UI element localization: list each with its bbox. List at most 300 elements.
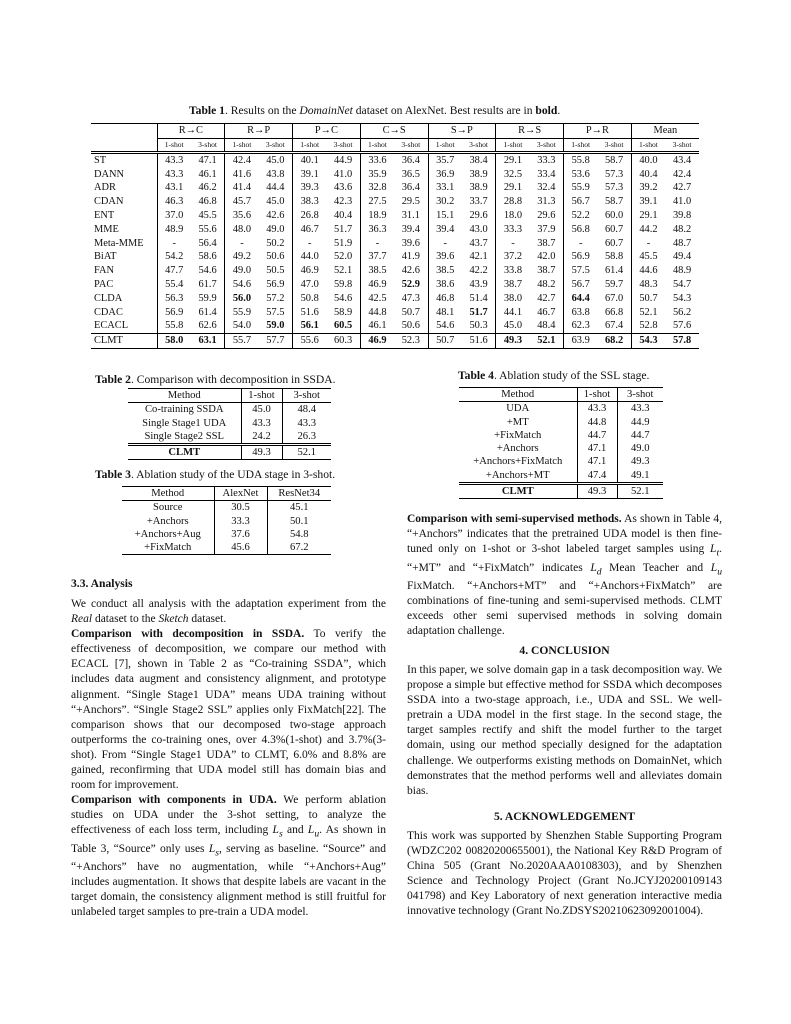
table-cell: 44.6	[631, 264, 665, 278]
table-cell: 67.2	[267, 541, 331, 555]
table-cell: 60.7	[604, 237, 624, 249]
table-cell: 36.3	[360, 223, 394, 237]
table-cell: 38.7	[537, 237, 556, 249]
table-cell: 29.6	[537, 209, 556, 221]
table-row	[91, 223, 699, 237]
table-cell: 38.7	[537, 265, 556, 277]
column-group-header: P→C	[293, 124, 361, 139]
table-cell: 37.2	[496, 250, 530, 264]
table-cell: 50.6	[266, 251, 285, 263]
table-cell: 52.8	[631, 319, 665, 333]
table-cell: 29.6	[469, 209, 488, 221]
table-cell: 51.6	[293, 306, 327, 320]
method-name: +MT	[506, 416, 529, 428]
table-cell: 55.8	[564, 152, 598, 167]
table-row	[459, 402, 663, 416]
table-cell: 60.3	[326, 334, 360, 349]
table-cell: 42.5	[360, 292, 394, 306]
method-name: CLMT	[128, 445, 241, 460]
table-cell: 29.5	[401, 196, 420, 208]
column-subheader: 1-shot	[157, 138, 191, 152]
method-name: UDA	[506, 403, 530, 415]
table-cell: 54.2	[157, 250, 191, 264]
table-row	[459, 442, 663, 455]
dataset-name: DomainNet	[299, 104, 353, 117]
table-cell: 45.1	[267, 501, 331, 515]
table-cell: 39.4	[401, 223, 420, 235]
table-cell: 62.6	[198, 320, 217, 332]
table-cell: 56.2	[672, 306, 692, 318]
table-row	[122, 541, 331, 555]
table-cell: 50.6	[401, 320, 420, 332]
column-header: ResNet34	[267, 487, 331, 501]
table-cell: 50.7	[631, 292, 665, 306]
table-cell: -	[157, 237, 191, 251]
table-cell: 49.3	[617, 455, 663, 468]
conclusion-text: In this paper, we solve domain gap in a task decomposition way. We propose a simple but effective method for SSDA which decomposes SSDA into a two-stage approach, i.e., UDA and SSL. We well-pretrain a UDA model in the first stage. In the second stage, the target samples rectify and shift the model further to the target domain, using our method specially designed for the adaptation challenge. We outperforms existing methods on DomainNet, which demonstrates that the method performs well and alleviates domain bias.	[407, 664, 722, 797]
table-cell: 39.6	[428, 250, 462, 264]
table-cell: 29.1	[496, 181, 530, 195]
table-cell: 39.3	[293, 181, 327, 195]
column-subheader: 1-shot	[293, 138, 327, 152]
table-cell: 50.5	[266, 265, 285, 277]
table-cell: 44.9	[617, 416, 663, 429]
column-subheader: 1-shot	[360, 138, 394, 152]
table-cell: 48.7	[672, 237, 692, 249]
table-cell: 51.7	[469, 306, 488, 318]
table-cell: 42.4	[225, 152, 259, 167]
table-cell: 49.4	[672, 251, 692, 263]
table-cell: 33.7	[469, 196, 488, 208]
table-cell: 35.6	[225, 209, 259, 223]
table-cell: 43.3	[617, 402, 663, 416]
table-cell: 56.7	[564, 278, 598, 292]
table-cell: 59.9	[198, 292, 217, 304]
table-cell: 57.3	[604, 182, 624, 194]
table-cell: 54.6	[198, 265, 217, 277]
table-cell: 36.4	[401, 182, 420, 194]
table-cell: 40.4	[333, 209, 353, 221]
table-cell: 45.0	[259, 152, 293, 167]
table-cell: 52.0	[333, 251, 353, 263]
table-cell: 40.1	[293, 152, 327, 167]
column-group-header: Mean	[631, 124, 699, 139]
method-name: +Anchors+FixMatch	[473, 456, 563, 468]
table-row	[459, 416, 663, 429]
table-cell: -	[225, 237, 259, 251]
table-cell: 56.0	[225, 292, 259, 306]
table-cell: 58.9	[333, 306, 353, 318]
table-cell: 32.8	[360, 181, 394, 195]
column-group-header: S→P	[428, 124, 496, 139]
table-cell: 63.8	[564, 306, 598, 320]
table-cell: 46.8	[428, 292, 462, 306]
column-header: 1-shot	[577, 388, 617, 402]
table-cell: 46.7	[293, 223, 327, 237]
table-cell: 50.2	[266, 237, 285, 249]
table-cell: 56.9	[266, 278, 285, 290]
table-row	[128, 445, 331, 460]
method-name: ECACL	[94, 320, 129, 332]
method-name: CLMT	[91, 334, 157, 349]
table-row	[91, 264, 699, 278]
table-cell: 38.3	[293, 195, 327, 209]
method-name: Co-training SSDA	[144, 404, 224, 416]
table-cell: 39.1	[631, 195, 665, 209]
table-cell: 62.3	[564, 319, 598, 333]
table-cell: 49.3	[496, 334, 530, 349]
table-cell: 57.5	[266, 306, 285, 318]
table-cell: 47.4	[577, 469, 617, 484]
table-cell: 33.1	[428, 181, 462, 195]
table-row	[459, 484, 663, 499]
table-cell: 40.4	[631, 168, 665, 182]
table-cell: 54.7	[672, 278, 692, 290]
left-column-text	[71, 597, 386, 921]
table-cell: 47.1	[191, 152, 225, 167]
table-cell: 57.2	[266, 292, 285, 304]
table-cell: 50.7	[401, 306, 420, 318]
semi-supervised-paragraph: Comparison with semi-supervised methods. As shown in Table 4, “+Anchors” indicates that the pretrained UDA model is then fine-tuned only on 1-shot or 3-shot labeled target samples using $L_t$. “+MT” and “+FixMatch” indicates $L_d$ Mean Teacher and $L_u$ FixMatch. “+Anchors+MT” and “+Anchors+FixMatch” are combinations of fine-tuning and semi-supervised methods. CLMT exceeds other semi supervised methods in solving domain adaptation challenge.	[407, 513, 722, 638]
table-cell: 58.7	[604, 196, 624, 208]
column-subheader: 3-shot	[597, 138, 631, 152]
table-cell: 46.9	[360, 334, 394, 349]
table-cell: 56.1	[293, 319, 327, 333]
method-name: MME	[94, 223, 119, 235]
table-cell: 47.1	[577, 442, 617, 455]
method-name: FAN	[94, 265, 115, 277]
table-cell: 43.3	[157, 168, 191, 182]
table2-caption: Table 2. Comparison with decomposition in SSDA.	[95, 373, 336, 386]
column-header: Method	[122, 487, 214, 501]
method-name: ADR	[94, 182, 116, 194]
table-cell: 33.3	[530, 152, 564, 167]
conclusion-heading: 4. CONCLUSION	[519, 644, 610, 657]
table-cell: 31.1	[401, 209, 420, 221]
table-cell: 55.9	[225, 306, 259, 320]
table-cell: 39.4	[428, 223, 462, 237]
table-cell: 33.8	[496, 264, 530, 278]
table-cell: 52.1	[617, 484, 663, 499]
table-cell: 46.1	[360, 319, 394, 333]
table3-caption: Table 3. Ablation study of the UDA stage in 3-shot.	[95, 468, 336, 481]
table-cell: 43.9	[469, 278, 488, 290]
column-subheader: 3-shot	[191, 138, 225, 152]
table-cell: 35.7	[428, 152, 462, 167]
table-cell: 48.0	[225, 223, 259, 237]
table-row	[91, 292, 699, 306]
table-cell: 38.9	[469, 168, 488, 180]
table-row	[91, 181, 699, 195]
table-cell: 37.9	[537, 223, 556, 235]
table-cell: 49.0	[225, 264, 259, 278]
table-row	[459, 429, 663, 442]
acknowledgement-heading: 5. ACKNOWLEDGEMENT	[493, 810, 636, 823]
table-cell: 52.3	[394, 334, 428, 349]
table-cell: 48.2	[537, 278, 556, 290]
table-cell: 46.1	[198, 168, 217, 180]
table-cell: 47.1	[577, 455, 617, 468]
table-row	[91, 152, 699, 167]
column-header: AlexNet	[214, 487, 267, 501]
table-cell: 45.0	[241, 403, 282, 417]
column-subheader: 3-shot	[259, 138, 293, 152]
table-cell: 46.8	[198, 196, 217, 208]
table-cell: 60.0	[604, 209, 624, 221]
table-cell: 37.7	[360, 250, 394, 264]
table-cell: 44.9	[326, 152, 360, 167]
method-name: ST	[91, 152, 157, 167]
column-group-header: R→C	[157, 124, 225, 139]
table-cell: 46.2	[198, 182, 217, 194]
table-cell: 56.8	[564, 223, 598, 237]
table-cell: 60.5	[333, 320, 353, 332]
table-row	[91, 306, 699, 320]
table-cell: 38.9	[469, 182, 488, 194]
table-row	[91, 250, 699, 264]
acknowledgement-text: This work was supported by Shenzhen Stable Supporting Program (WDZC202 00820200655001), the National Key R&D Program of China 505 (Grant No.2020AAA0108303), and by Shenzhen Science and Technology Project (Grant No.JCYJ20200109143 041798) and Key Laboratory of next generation interactive media innovative technology (Grant No.ZDSYS20210623092001004).	[407, 830, 722, 918]
table-cell: 43.3	[577, 402, 617, 416]
table-cell: 44.2	[631, 223, 665, 237]
table-corner	[91, 124, 157, 139]
table-cell: 55.4	[157, 278, 191, 292]
table-cell: 56.3	[157, 292, 191, 306]
table-cell: 61.7	[198, 278, 217, 290]
method-name: +FixMatch	[122, 541, 214, 555]
table-cell: 41.6	[225, 168, 259, 182]
table-cell: 56.9	[564, 250, 598, 264]
table-cell: 54.6	[333, 292, 353, 304]
table-cell: 41.9	[401, 251, 420, 263]
method-name: CDAC	[94, 306, 123, 318]
table-cell: 55.8	[157, 319, 191, 333]
table-cell: 37.0	[157, 209, 191, 223]
table-cell: 46.7	[537, 306, 556, 318]
table-row	[91, 278, 699, 292]
table-cell: 55.9	[564, 181, 598, 195]
column-subheader: 1-shot	[428, 138, 462, 152]
table1-caption: Table 1. Results on the DomainNet dataset on AlexNet. Best results are in bold.	[189, 104, 561, 117]
analysis-heading: 3.3. Analysis	[71, 577, 133, 590]
table-cell: 42.3	[333, 196, 353, 208]
table-row	[128, 417, 331, 430]
table-cell: 33.4	[537, 168, 556, 180]
table-cell: 42.1	[469, 251, 488, 263]
table-row	[91, 237, 699, 251]
column-subheader: 1-shot	[564, 138, 598, 152]
table-cell: 30.5	[214, 501, 267, 515]
table-cell: 63.9	[564, 334, 598, 349]
table-cell: -	[631, 237, 665, 251]
table-corner	[91, 138, 157, 152]
column-group-header: R→P	[225, 124, 293, 139]
table-cell: 55.6	[198, 223, 217, 235]
table-cell: 45.6	[214, 541, 267, 555]
table-cell: 42.0	[537, 251, 556, 263]
method-name: +Anchors	[146, 515, 189, 527]
table-cell: 59.7	[604, 278, 624, 290]
table-row	[459, 469, 663, 484]
table1-caption-label: Table 1	[189, 104, 225, 117]
table-cell: 32.5	[496, 168, 530, 182]
table-cell: 41.0	[333, 168, 353, 180]
table-cell: 57.5	[564, 264, 598, 278]
table-cell: -	[496, 237, 530, 251]
method-name: Single Stage1 UDA	[142, 417, 227, 429]
table-cell: 54.3	[672, 292, 692, 304]
table-cell: 50.8	[293, 292, 327, 306]
method-name: Source	[153, 502, 183, 514]
table-cell: 46.3	[157, 195, 191, 209]
table-cell: 33.3	[496, 223, 530, 237]
table2	[128, 388, 331, 460]
table-cell: 58.8	[604, 251, 624, 263]
table-cell: -	[293, 237, 327, 251]
column-subheader: 3-shot	[394, 138, 428, 152]
table-row	[91, 168, 699, 182]
table-cell: 57.8	[665, 334, 699, 349]
table-cell: 41.0	[672, 196, 692, 208]
table-cell: 36.4	[394, 152, 428, 167]
table-cell: 57.7	[259, 334, 293, 349]
method-name: CLDA	[94, 292, 123, 304]
table-cell: 51.4	[469, 292, 488, 304]
table-row	[91, 209, 699, 223]
table-cell: 38.7	[496, 278, 530, 292]
table-cell: 40.0	[631, 152, 665, 167]
table-cell: 54.8	[267, 528, 331, 541]
table-cell: 59.8	[333, 278, 353, 290]
table-cell: 60.7	[604, 223, 624, 235]
table-cell: 47.0	[293, 278, 327, 292]
table-cell: 44.0	[293, 250, 327, 264]
method-name: CLMT	[459, 484, 577, 499]
column-subheader: 1-shot	[225, 138, 259, 152]
table3	[122, 486, 331, 555]
table-cell: 54.6	[428, 319, 462, 333]
table-cell: 52.9	[401, 278, 420, 290]
table4-caption: Table 4. Ablation study of the SSL stage.	[458, 369, 650, 382]
table-cell: 30.2	[428, 195, 462, 209]
table-cell: 44.7	[577, 429, 617, 442]
table-cell: 33.6	[360, 152, 394, 167]
table-cell: 37.6	[214, 528, 267, 541]
method-name: DANN	[94, 168, 125, 180]
table-cell: 44.4	[266, 182, 285, 194]
table-cell: 57.6	[672, 320, 692, 332]
table-cell: 48.3	[631, 278, 665, 292]
table-cell: -	[428, 237, 462, 251]
table-cell: 58.6	[198, 251, 217, 263]
table-cell: 68.2	[597, 334, 631, 349]
table-cell: 52.1	[631, 306, 665, 320]
table-cell: 45.5	[198, 209, 217, 221]
table-cell: 47.3	[401, 292, 420, 304]
table-cell: 52.2	[564, 209, 598, 223]
column-header: 1-shot	[241, 389, 282, 403]
table-cell: 33.3	[214, 515, 267, 528]
table-cell: 31.3	[537, 196, 556, 208]
table-cell: 56.4	[198, 237, 217, 249]
table-row	[91, 319, 699, 333]
column-group-header: R→S	[496, 124, 564, 139]
analysis-intro: We conduct all analysis with the adaptation experiment from the Real dataset to the Sketch dataset.	[71, 598, 386, 626]
table-cell: 26.3	[282, 430, 331, 445]
method-name: PAC	[94, 278, 114, 290]
method-name: +Anchors+Aug	[134, 528, 201, 540]
table-cell: 43.3	[241, 417, 282, 430]
decomposition-paragraph: Comparison with decomposition in SSDA. To verify the effectiveness of decomposition, we compare our method with ECACL [7], shown in Table 2 as “Co-training SSDA”, which includes data augment and consistency alignment, and prototype alignment. “Single Stage1 UDA” means UDA training without “+Anchors”. “Single Stage2 SSL” applies only FixMatch[22]. The comparison shows that our decomposed two-stage approach outperforms the co-training ones, over 4.3%(1-shot) and 3.7%(3-shot). From “Single Stage1 UDA” to CLMT, 6.0% and 8.8% are gained, reconfirming that UDA model still has domain bias and room for improvement.	[71, 628, 386, 792]
table-cell: 61.4	[604, 265, 624, 277]
table-cell: -	[360, 237, 394, 251]
table-cell: 49.1	[617, 469, 663, 484]
column-subheader: 3-shot	[462, 138, 496, 152]
table-cell: 38.4	[462, 152, 496, 167]
table-cell: 64.4	[564, 292, 598, 306]
table-cell: 32.4	[537, 182, 556, 194]
table-cell: 49.3	[241, 445, 282, 460]
table-cell: 48.9	[157, 223, 191, 237]
table-cell: 48.9	[672, 265, 692, 277]
table-cell: 57.3	[604, 168, 624, 180]
method-name: BiAT	[94, 251, 117, 263]
method-name: Meta-MME	[94, 237, 144, 249]
table-cell: 49.3	[577, 484, 617, 499]
table-cell: 48.4	[537, 320, 556, 332]
table-cell: 42.4	[672, 168, 692, 180]
table-cell: 38.5	[428, 264, 462, 278]
column-header: 3-shot	[617, 388, 663, 402]
column-subheader: 3-shot	[530, 138, 564, 152]
table1	[91, 123, 699, 349]
column-header: Method	[128, 389, 241, 403]
table-cell: 35.9	[360, 168, 394, 182]
method-name: +Anchors+MT	[485, 469, 550, 481]
table-cell: 43.4	[665, 152, 699, 167]
column-subheader: 3-shot	[326, 138, 360, 152]
table-row	[122, 515, 331, 528]
table-cell: 15.1	[428, 209, 462, 223]
table-cell: 48.2	[672, 223, 692, 235]
table-cell: 29.1	[496, 152, 530, 167]
table-row	[128, 403, 331, 417]
column-subheader: 3-shot	[665, 138, 699, 152]
column-subheader: 1-shot	[631, 138, 665, 152]
method-name: CDAN	[94, 196, 124, 208]
table-cell: 63.1	[191, 334, 225, 349]
table-cell: 28.8	[496, 195, 530, 209]
table-cell: 53.6	[564, 168, 598, 182]
uda-components-paragraph: Comparison with components in UDA. We perform ablation studies on UDA under the 3-shot setting, to analyze the effectiveness of each loss term, including $L_s$ and $L_u$. As shown in Table 3, “Source” only uses $L_s$, serving as baseline. “Source” and “+Anchors” have no augmentation, while “+Anchors+Aug” includes augmentation. It shows that despite labels are vacant in the target domain, the consistency alignment method is still fruitful for unlabeled target samples to pre-train a UDA model.	[71, 794, 387, 919]
table-cell: 51.7	[333, 223, 353, 235]
table-cell: -	[564, 237, 598, 251]
table-cell: 39.1	[293, 168, 327, 182]
table-cell: 39.6	[401, 237, 420, 249]
table-cell: 41.4	[225, 181, 259, 195]
table-cell: 43.1	[157, 181, 191, 195]
table-cell: 45.0	[496, 319, 530, 333]
table-cell: 44.8	[577, 416, 617, 429]
table-cell: 27.5	[360, 195, 394, 209]
table-cell: 43.3	[282, 417, 331, 430]
table-cell: 18.0	[496, 209, 530, 223]
column-header: 3-shot	[282, 389, 331, 403]
table-cell: 48.1	[428, 306, 462, 320]
table-cell: 67.4	[604, 320, 624, 332]
table-cell: 67.0	[604, 292, 624, 304]
table-row	[91, 334, 699, 349]
table-cell: 43.3	[157, 152, 191, 167]
